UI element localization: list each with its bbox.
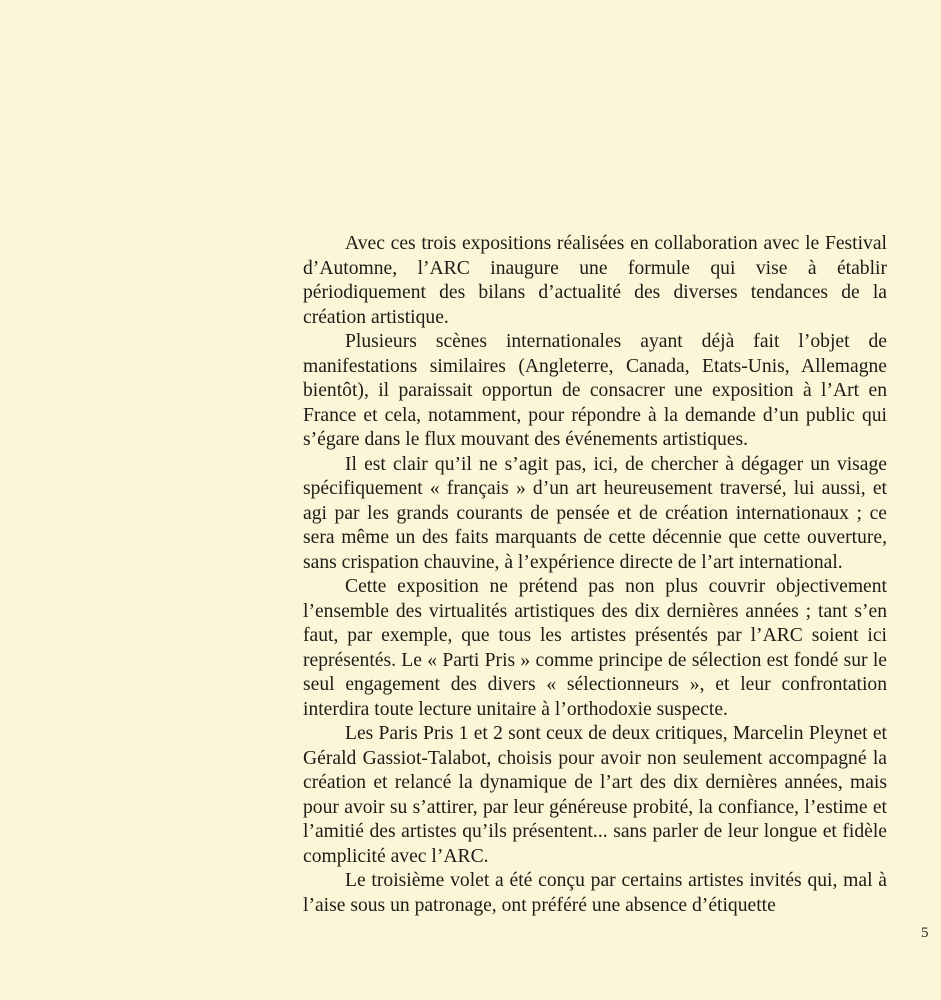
paragraph: Avec ces trois expositions réalisées en collaboration avec le Festival d’Automne, l’ARC inaugure une formule qui vise à établir périodiquement des bilans d’actualité des diverses tendances de la création artistique. [303,233,887,328]
paragraph: Plusieurs scènes internationales ayant déjà fait l’objet de manifestations similaires (Angleterre, Canada, Etats-Unis, Allemagne bientôt), il paraissait opportun de consacrer une exposition à l’Art en France et cela, notamment, pour répondre à la demande d’un public qui s’égare dans le flux mouvant des événements artistiques. [303,331,887,450]
body-text [303,232,887,918]
page-number: 5 [921,925,929,941]
paragraph: Cette exposition ne prétend pas non plus couvrir objectivement l’ensemble des virtualités artistiques des dix dernières années ; tant s’en faut, par exemple, que tous les artistes présentés par l’ARC soient ici représentés. Le « Parti Pris » comme principe de sélection est fondé sur le seul engagement des divers « sélectionneurs », et leur confrontation interdira toute lecture unitaire à l’orthodoxie suspecte. [303,576,887,720]
paragraph: Il est clair qu’il ne s’agit pas, ici, de chercher à dégager un visage spécifiquement « français » d’un art heureusement traversé, lui aussi, et agi par les grands courants de pensée et de création internationaux ; ce sera même un des faits marquants de cette décennie que cette ouverture, sans crispation chauvine, à l’expérience directe de l’art international. [303,453,887,573]
paragraph: Le troisième volet a été conçu par certains artistes invités qui, mal à l’aise sous un patronage, ont préféré une absence d’étiquette [303,870,887,916]
paragraph: Les Paris Pris 1 et 2 sont ceux de deux critiques, Marcelin Pleynet et Gérald Gassiot-Talabot, choisis pour avoir non seulement accompagné la création et relancé la dynamique de l’art des dix dernières années, mais pour avoir su s’attirer, par leur généreuse probité, la confiance, l’estime et l’amitié des artistes qu’ils présentent... sans parler de leur longue et fidèle complicité avec l’ARC. [303,723,887,867]
